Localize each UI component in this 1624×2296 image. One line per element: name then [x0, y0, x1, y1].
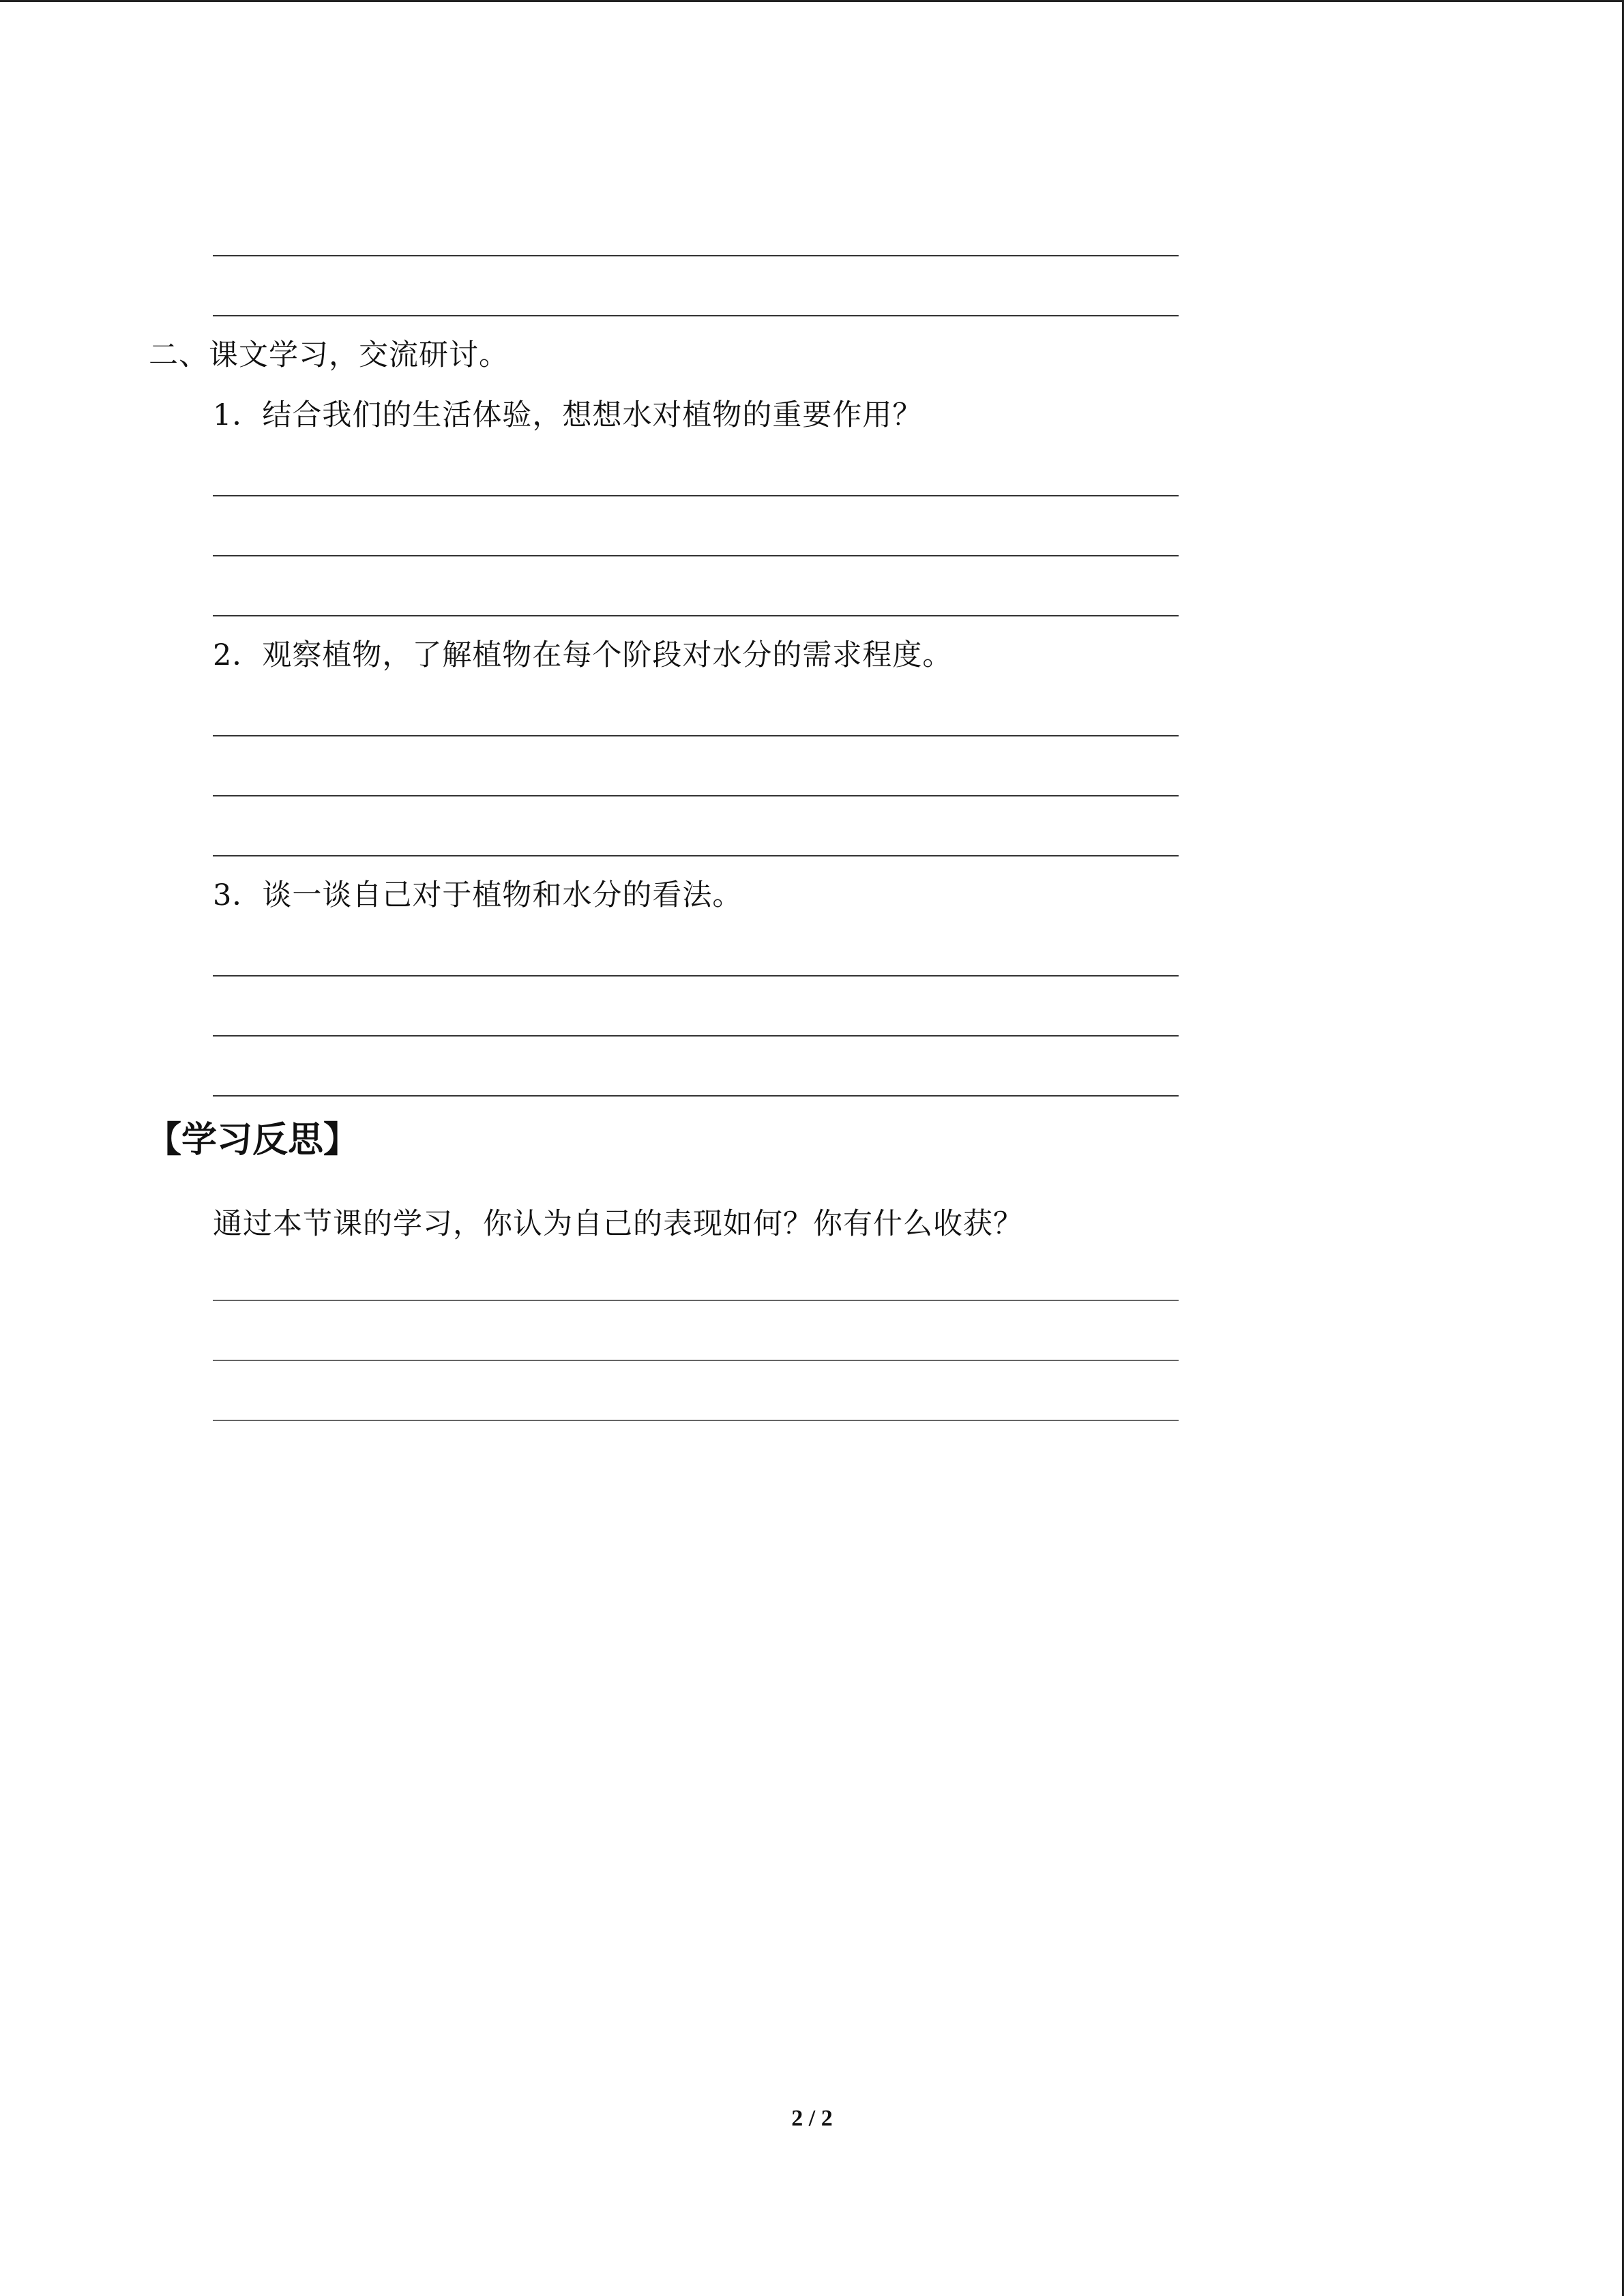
answer-line[interactable]	[213, 555, 1179, 556]
question-2: 2．观察植物，了解植物在每个阶段对水分的需求程度。	[213, 638, 953, 672]
question-3: 3．谈一谈自己对于植物和水分的看法。	[213, 878, 743, 912]
reflection-heading: 【学习反思】	[146, 1120, 359, 1161]
answer-line[interactable]	[213, 615, 1179, 616]
answer-line[interactable]	[213, 1360, 1179, 1361]
answer-line[interactable]	[213, 735, 1179, 736]
answer-line[interactable]	[213, 315, 1179, 316]
question-1: 1．结合我们的生活体验，想想水对植物的重要作用？	[213, 398, 923, 432]
answer-line[interactable]	[213, 855, 1179, 856]
answer-line[interactable]	[213, 975, 1179, 976]
answer-line[interactable]	[213, 1300, 1179, 1301]
answer-line[interactable]	[213, 1035, 1179, 1037]
answer-line[interactable]	[213, 1095, 1179, 1097]
answer-line[interactable]	[213, 1420, 1179, 1421]
answer-line[interactable]	[213, 795, 1179, 796]
section-title: 二、课文学习，交流研讨。	[149, 338, 509, 372]
answer-line[interactable]	[213, 255, 1179, 256]
reflection-prompt: 通过本节课的学习，你认为自己的表现如何？你有什么收获？	[213, 1207, 1023, 1241]
page-number: 2 / 2	[791, 2106, 833, 2131]
answer-line[interactable]	[213, 495, 1179, 496]
